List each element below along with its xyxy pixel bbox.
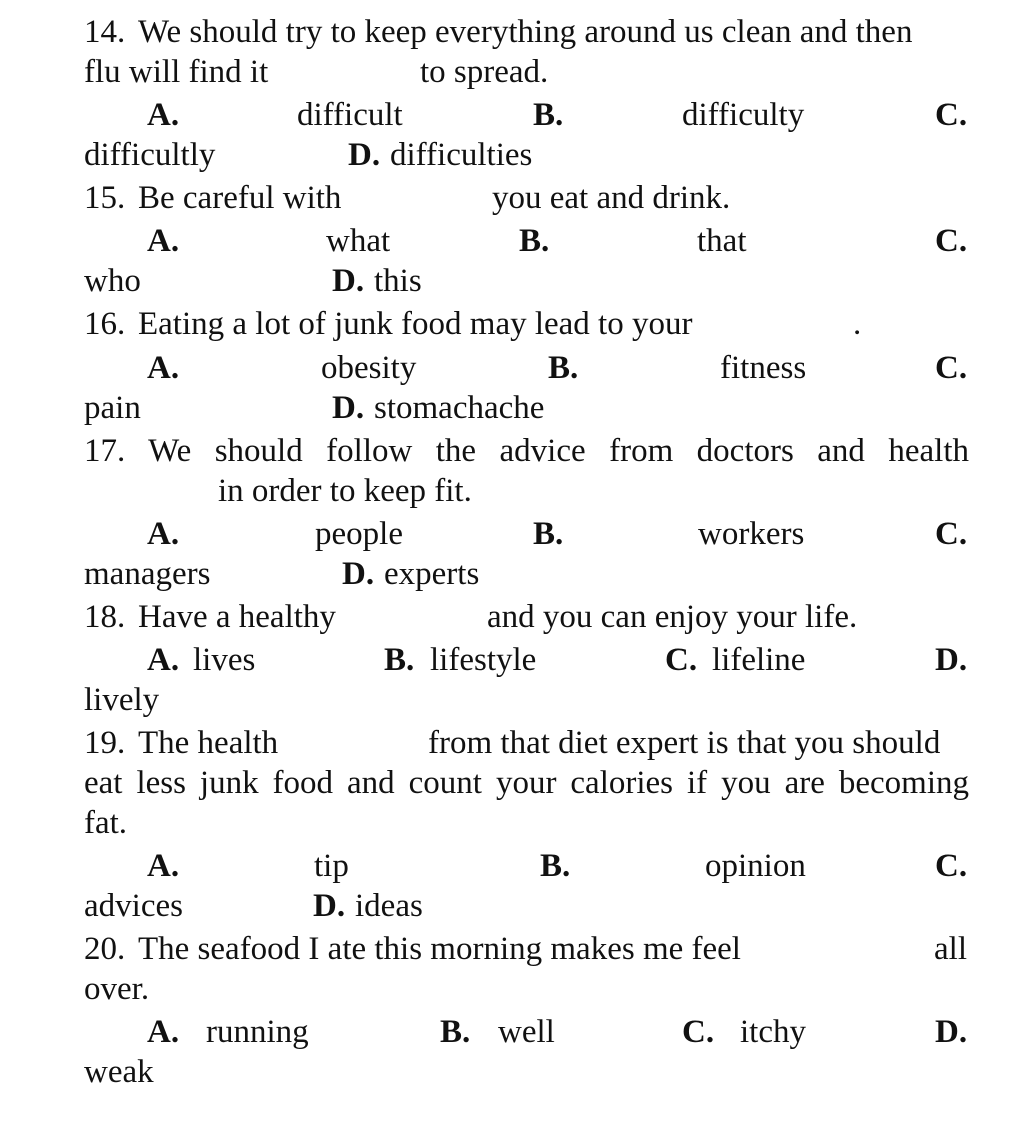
option-letter-a: A. [147, 97, 180, 133]
option-letter-d: D. [935, 1014, 968, 1050]
question-15-option-c: who [84, 263, 141, 299]
question-18-option-d: lively [84, 682, 160, 718]
question-16-option-b: fitness [720, 350, 807, 386]
question-19-stem-line-2: from that diet expert is that you should [428, 725, 941, 761]
option-letter-c: C. [682, 1014, 715, 1050]
question-20-option-a: running [206, 1014, 309, 1050]
option-letter-c: C. [935, 516, 968, 552]
question-18-option-c: lifeline [712, 642, 806, 678]
question-20-option-c: itchy [740, 1014, 806, 1050]
question-19-stem-line-3: eat less junk food and count your calories if you are becoming [84, 765, 969, 801]
question-20-stem-line-3: over. [84, 971, 150, 1007]
question-20-number: 20. [84, 931, 126, 967]
option-letter-b: B. [540, 848, 571, 884]
question-15-number: 15. [84, 180, 126, 216]
option-letter-a: A. [147, 848, 180, 884]
question-18-stem-line-1: Have a healthy [138, 599, 336, 635]
option-letter-d: D. [348, 137, 381, 173]
question-16-option-c: pain [84, 390, 141, 426]
question-18-option-a: lives [193, 642, 256, 678]
question-14-option-c: difficultly [84, 137, 216, 173]
question-14-stem-line-2: flu will find it [84, 54, 269, 90]
question-17-number: 17. [84, 433, 126, 469]
option-letter-d: D. [332, 263, 365, 299]
question-20-option-d: weak [84, 1054, 154, 1090]
question-17-stem-row [84, 431, 969, 471]
question-15-option-a: what [326, 223, 391, 259]
question-19-stem-line-4: fat. [84, 805, 128, 841]
question-17-option-a: people [315, 516, 403, 552]
question-15-option-d: this [374, 263, 422, 299]
question-19-stem-line-1: The health [138, 725, 279, 761]
question-15-option-b: that [697, 223, 747, 259]
question-17-stem-line-2: in order to keep fit. [218, 473, 472, 509]
question-16-option-a: obesity [321, 350, 417, 386]
option-letter-c: C. [935, 848, 968, 884]
question-19-option-a: tip [314, 848, 349, 884]
option-letter-b: B. [384, 642, 415, 678]
question-17-stem-line-1: We should follow the advice from doctors and health [148, 433, 969, 469]
question-18-stem-line-2: and you can enjoy your life. [487, 599, 858, 635]
question-16-stem-line-2: . [853, 306, 862, 342]
question-16-stem-line-1: Eating a lot of junk food may lead to your [138, 306, 693, 342]
option-letter-a: A. [147, 516, 180, 552]
option-letter-c: C. [935, 97, 968, 133]
question-15-stem-line-1: Be careful with [138, 180, 342, 216]
question-14-option-b: difficulty [682, 97, 805, 133]
question-19-option-c: advices [84, 888, 183, 924]
question-18-number: 18. [84, 599, 126, 635]
option-letter-d: D. [935, 642, 968, 678]
option-letter-d: D. [342, 556, 375, 592]
question-16-option-d: stomachache [374, 390, 545, 426]
option-letter-c: C. [935, 350, 968, 386]
option-letter-a: A. [147, 1014, 180, 1050]
option-letter-b: B. [533, 97, 564, 133]
question-14-number: 14. [84, 14, 126, 50]
option-letter-a: A. [147, 223, 180, 259]
question-17-option-d: experts [384, 556, 480, 592]
question-14-option-a: difficult [297, 97, 403, 133]
option-letter-c: C. [665, 642, 698, 678]
question-19-option-b: opinion [705, 848, 806, 884]
option-letter-b: B. [533, 516, 564, 552]
question-20-stem-line-2: all [934, 931, 967, 967]
question-19-option-d: ideas [355, 888, 423, 924]
option-letter-d: D. [313, 888, 346, 924]
question-18-option-b: lifestyle [430, 642, 537, 678]
option-letter-c: C. [935, 223, 968, 259]
question-17-option-b: workers [698, 516, 805, 552]
option-letter-b: B. [548, 350, 579, 386]
option-letter-d: D. [332, 390, 365, 426]
question-16-number: 16. [84, 306, 126, 342]
option-letter-a: A. [147, 642, 180, 678]
question-20-stem-line-1: The seafood I ate this morning makes me feel [138, 931, 741, 967]
question-14-option-d: difficulties [390, 137, 533, 173]
question-14-stem-line-1: We should try to keep everything around us clean and then [138, 14, 913, 50]
option-letter-b: B. [519, 223, 550, 259]
question-20-option-b: well [498, 1014, 555, 1050]
option-letter-a: A. [147, 350, 180, 386]
option-letter-b: B. [440, 1014, 471, 1050]
question-15-stem-line-2: you eat and drink. [492, 180, 731, 216]
question-19-number: 19. [84, 725, 126, 761]
question-17-option-c: managers [84, 556, 211, 592]
question-14-stem-line-3: to spread. [420, 54, 549, 90]
